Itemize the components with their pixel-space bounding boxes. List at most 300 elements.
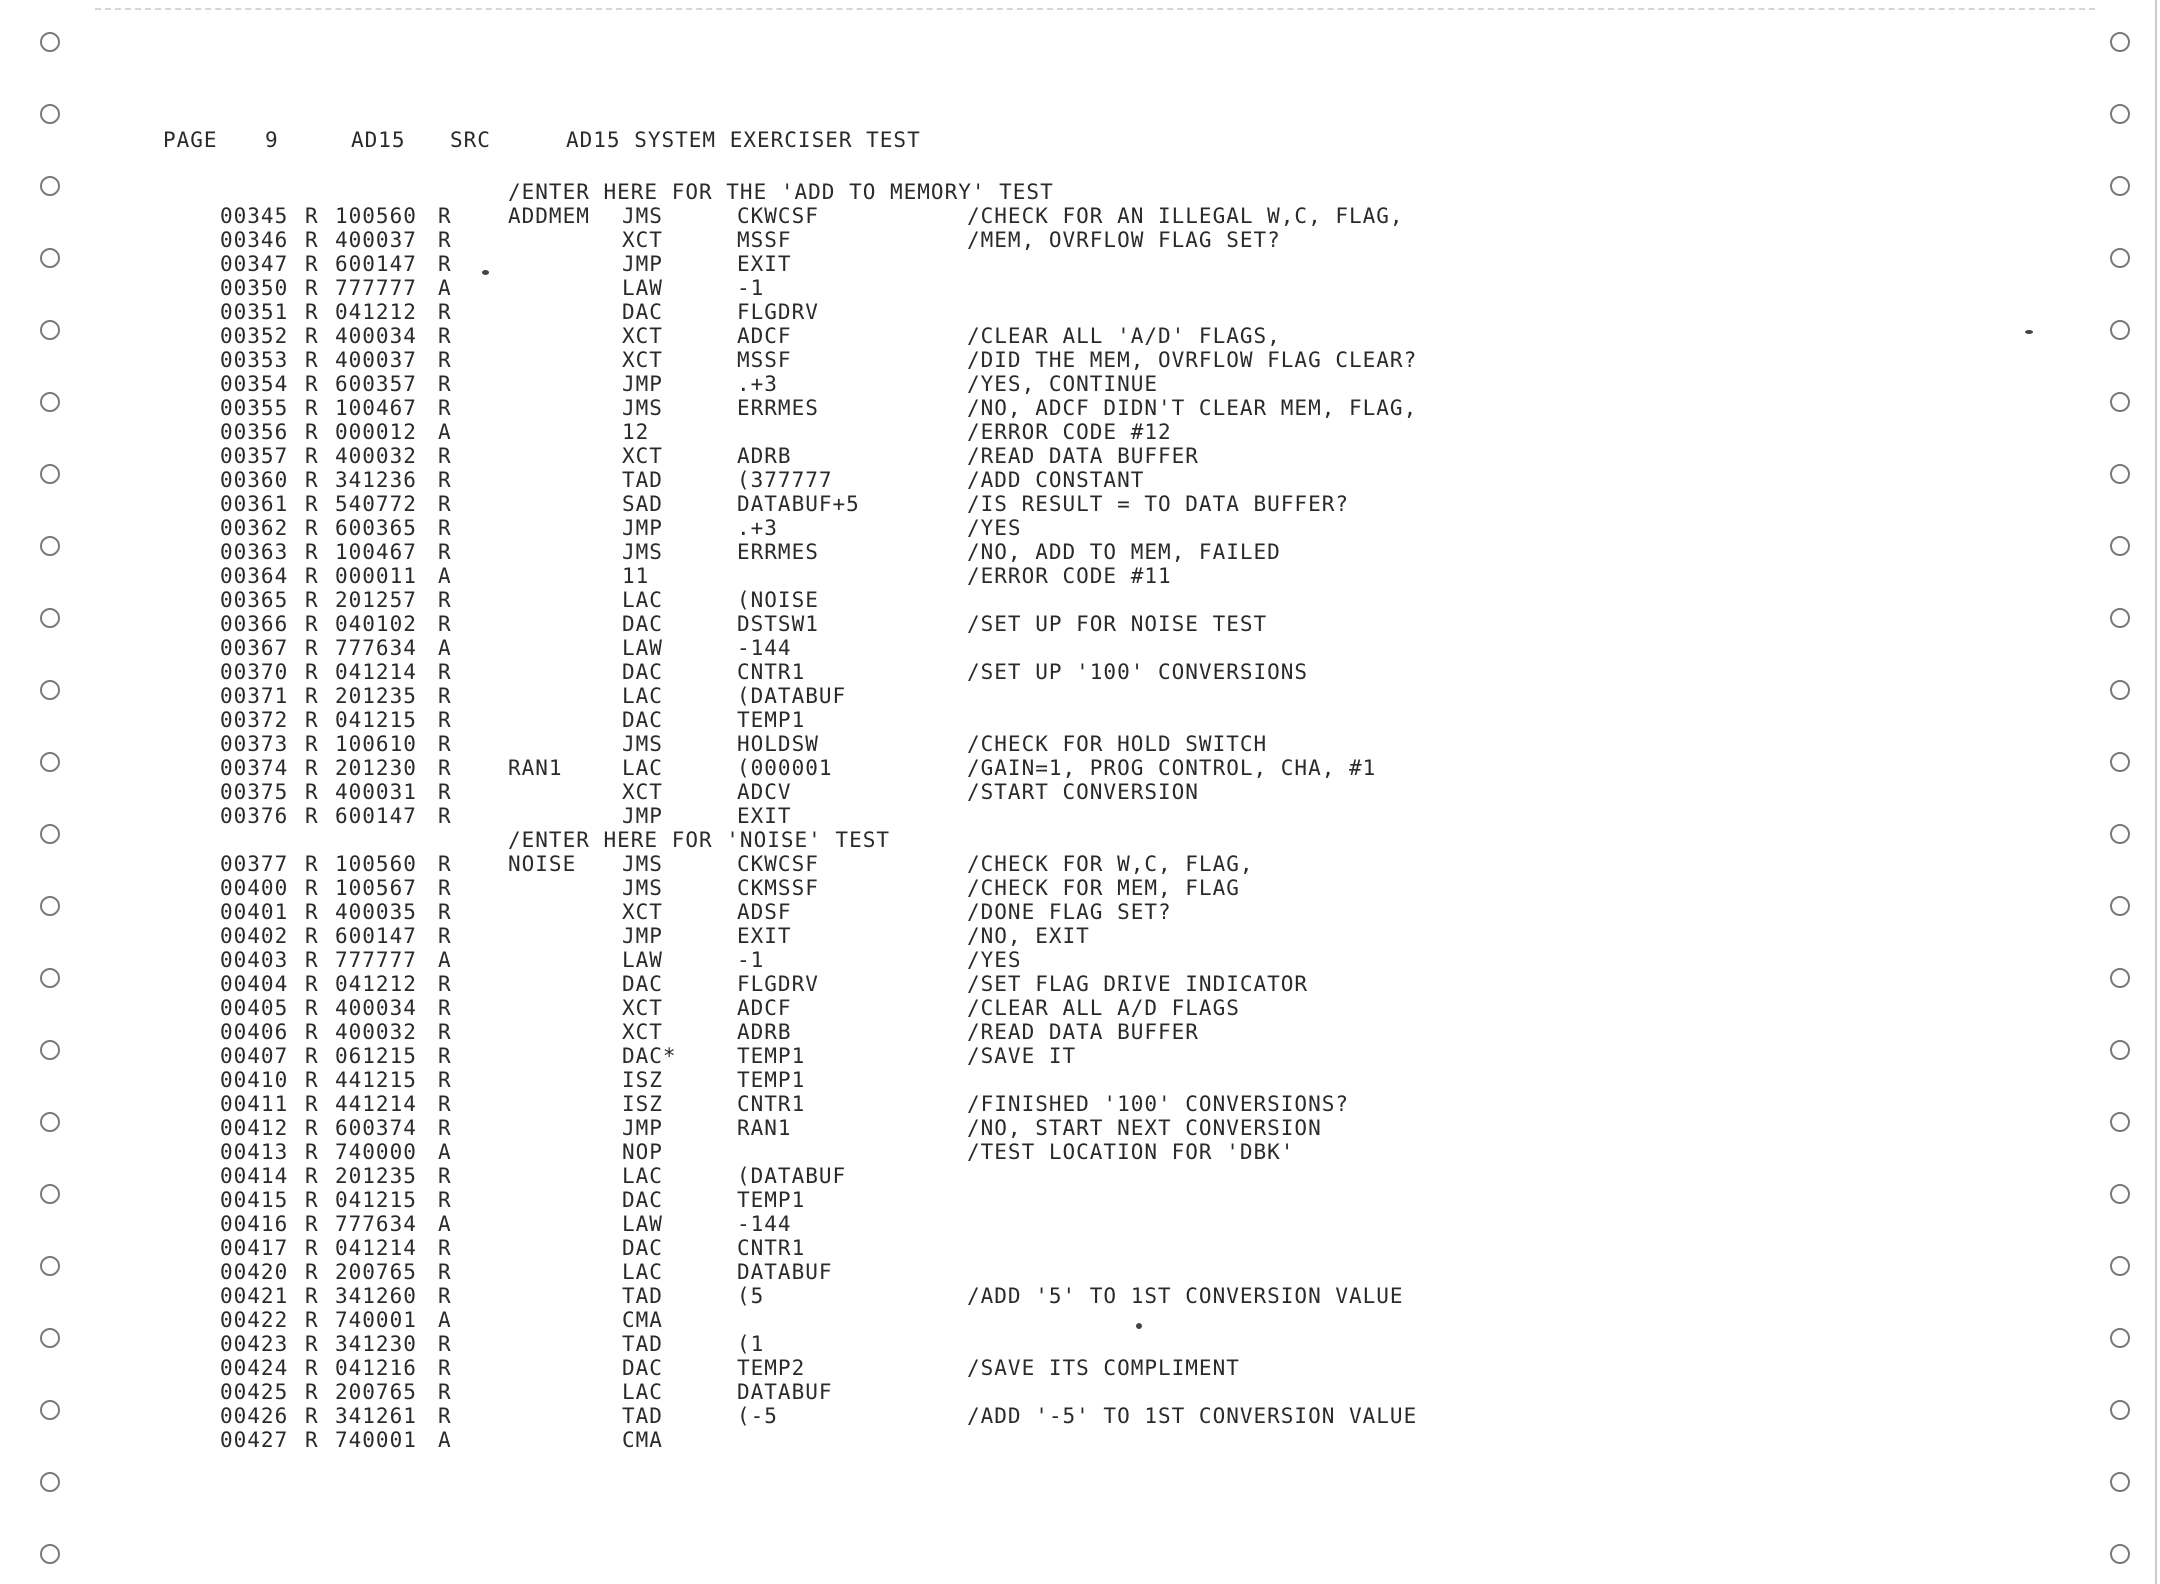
opcode: DAC <box>622 660 663 684</box>
operand: (000001 <box>737 756 833 780</box>
code-relocation-flag: A <box>438 420 452 444</box>
machine-code: 041215 <box>335 1188 417 1212</box>
listing-line <box>0 324 2140 348</box>
opcode: TAD <box>622 1332 663 1356</box>
machine-code: 400032 <box>335 1020 417 1044</box>
page-number: 9 <box>265 128 279 152</box>
line-comment: /SAVE ITS COMPLIMENT <box>967 1356 1240 1380</box>
operand: ERRMES <box>737 396 819 420</box>
machine-code: 400037 <box>335 228 417 252</box>
machine-code: 201235 <box>335 684 417 708</box>
machine-code: 041214 <box>335 660 417 684</box>
listing-line <box>0 1404 2140 1428</box>
relocation-flag: R <box>305 972 319 996</box>
line-address: 00424 <box>220 1356 289 1380</box>
perforation-hole <box>40 1544 60 1564</box>
line-address: 00422 <box>220 1308 289 1332</box>
operand: FLGDRV <box>737 972 819 996</box>
line-comment: /NO, ADCF DIDN'T CLEAR MEM, FLAG, <box>967 396 1418 420</box>
relocation-flag: R <box>305 564 319 588</box>
operand: DATABUF+5 <box>737 492 860 516</box>
opcode: LAW <box>622 636 663 660</box>
listing-line <box>0 252 2140 276</box>
line-address: 00374 <box>220 756 289 780</box>
machine-code: 201235 <box>335 1164 417 1188</box>
line-comment: /ERROR CODE #12 <box>967 420 1172 444</box>
opcode: XCT <box>622 900 663 924</box>
listing-line <box>0 444 2140 468</box>
line-comment: /FINISHED '100' CONVERSIONS? <box>967 1092 1350 1116</box>
code-relocation-flag: R <box>438 924 452 948</box>
code-relocation-flag: R <box>438 756 452 780</box>
machine-code: 100560 <box>335 204 417 228</box>
listing-line <box>0 684 2140 708</box>
line-address: 00355 <box>220 396 289 420</box>
machine-code: 040102 <box>335 612 417 636</box>
opcode: JMS <box>622 876 663 900</box>
machine-code: 100467 <box>335 396 417 420</box>
code-relocation-flag: A <box>438 948 452 972</box>
code-relocation-flag: R <box>438 1356 452 1380</box>
opcode: JMS <box>622 540 663 564</box>
operand: DATABUF <box>737 1380 833 1404</box>
line-comment: /DID THE MEM, OVRFLOW FLAG CLEAR? <box>967 348 1418 372</box>
code-relocation-flag: R <box>438 492 452 516</box>
line-address: 00401 <box>220 900 289 924</box>
machine-code: 600357 <box>335 372 417 396</box>
line-comment: /CLEAR ALL A/D FLAGS <box>967 996 1240 1020</box>
relocation-flag: R <box>305 444 319 468</box>
machine-code: 740001 <box>335 1308 417 1332</box>
opcode: ISZ <box>622 1068 663 1092</box>
line-comment: /NO, ADD TO MEM, FAILED <box>967 540 1281 564</box>
code-relocation-flag: R <box>438 660 452 684</box>
relocation-flag: R <box>305 588 319 612</box>
line-comment: /YES <box>967 516 1022 540</box>
machine-code: 100567 <box>335 876 417 900</box>
machine-code: 400034 <box>335 996 417 1020</box>
relocation-flag: R <box>305 492 319 516</box>
code-relocation-flag: R <box>438 1332 452 1356</box>
listing-line <box>0 228 2140 252</box>
relocation-flag: R <box>305 420 319 444</box>
line-address: 00347 <box>220 252 289 276</box>
machine-code: 341236 <box>335 468 417 492</box>
relocation-flag: R <box>305 1284 319 1308</box>
opcode: XCT <box>622 444 663 468</box>
listing-line <box>0 972 2140 996</box>
machine-code: 201257 <box>335 588 417 612</box>
operand: -1 <box>737 276 765 300</box>
machine-code: 400035 <box>335 900 417 924</box>
machine-code: 600147 <box>335 252 417 276</box>
line-address: 00363 <box>220 540 289 564</box>
code-relocation-flag: R <box>438 1068 452 1092</box>
listing-line <box>0 1068 2140 1092</box>
opcode: LAC <box>622 1260 663 1284</box>
relocation-flag: R <box>305 660 319 684</box>
opcode: DAC <box>622 972 663 996</box>
machine-code: 000011 <box>335 564 417 588</box>
machine-code: 777634 <box>335 1212 417 1236</box>
opcode: JMP <box>622 804 663 828</box>
machine-code: 777777 <box>335 948 417 972</box>
listing-line <box>0 1164 2140 1188</box>
listing-line <box>0 564 2140 588</box>
relocation-flag: R <box>305 1212 319 1236</box>
listing-line <box>0 660 2140 684</box>
code-relocation-flag: R <box>438 972 452 996</box>
opcode: XCT <box>622 348 663 372</box>
line-comment: /ADD '5' TO 1ST CONVERSION VALUE <box>967 1284 1404 1308</box>
machine-code: 041216 <box>335 1356 417 1380</box>
machine-code: 341230 <box>335 1332 417 1356</box>
line-address: 00411 <box>220 1092 289 1116</box>
line-address: 00352 <box>220 324 289 348</box>
code-relocation-flag: A <box>438 1212 452 1236</box>
perforation-hole <box>2110 32 2130 52</box>
line-address: 00427 <box>220 1428 289 1452</box>
line-comment: /CHECK FOR AN ILLEGAL W,C, FLAG, <box>967 204 1404 228</box>
listing-line <box>0 1212 2140 1236</box>
line-address: 00403 <box>220 948 289 972</box>
operand: RAN1 <box>737 1116 792 1140</box>
operand: -144 <box>737 1212 792 1236</box>
machine-code: 100560 <box>335 852 417 876</box>
line-address: 00345 <box>220 204 289 228</box>
listing-line <box>0 1380 2140 1404</box>
opcode: DAC <box>622 1236 663 1260</box>
line-comment: /CLEAR ALL 'A/D' FLAGS, <box>967 324 1281 348</box>
machine-code: 600147 <box>335 804 417 828</box>
relocation-flag: R <box>305 684 319 708</box>
opcode: 11 <box>622 564 650 588</box>
relocation-flag: R <box>305 1236 319 1260</box>
listing-line <box>0 1188 2140 1212</box>
listing-line <box>0 396 2140 420</box>
operand: (DATABUF <box>737 1164 847 1188</box>
line-address: 00420 <box>220 1260 289 1284</box>
line-comment: /ADD CONSTANT <box>967 468 1145 492</box>
machine-code: 600147 <box>335 924 417 948</box>
opcode: LAC <box>622 756 663 780</box>
relocation-flag: R <box>305 204 319 228</box>
line-comment: /START CONVERSION <box>967 780 1199 804</box>
relocation-flag: R <box>305 228 319 252</box>
line-address: 00402 <box>220 924 289 948</box>
line-address: 00426 <box>220 1404 289 1428</box>
line-address: 00425 <box>220 1380 289 1404</box>
opcode: XCT <box>622 780 663 804</box>
operand: (NOISE <box>737 588 819 612</box>
machine-code: 777777 <box>335 276 417 300</box>
listing-line <box>0 1356 2140 1380</box>
machine-code: 061215 <box>335 1044 417 1068</box>
line-address: 00407 <box>220 1044 289 1068</box>
opcode: LAW <box>622 1212 663 1236</box>
operand: ADRB <box>737 444 792 468</box>
opcode: TAD <box>622 1284 663 1308</box>
opcode: TAD <box>622 1404 663 1428</box>
section-comment: /ENTER HERE FOR THE 'ADD TO MEMORY' TEST <box>508 180 1054 204</box>
relocation-flag: R <box>305 924 319 948</box>
machine-code: 041212 <box>335 300 417 324</box>
listing-line <box>0 732 2140 756</box>
listing-line <box>0 996 2140 1020</box>
operand: (1 <box>737 1332 765 1356</box>
listing-line <box>0 276 2140 300</box>
line-comment: /ERROR CODE #11 <box>967 564 1172 588</box>
line-comment: /NO, START NEXT CONVERSION <box>967 1116 1322 1140</box>
page-label: PAGE <box>163 128 218 152</box>
section-comment: /ENTER HERE FOR 'NOISE' TEST <box>508 828 891 852</box>
operand: CKWCSF <box>737 852 819 876</box>
opcode: DAC <box>622 1356 663 1380</box>
opcode: DAC <box>622 612 663 636</box>
operand: FLGDRV <box>737 300 819 324</box>
listing-type: SRC <box>450 128 491 152</box>
machine-code: 740001 <box>335 1428 417 1452</box>
line-address: 00416 <box>220 1212 289 1236</box>
operand: TEMP1 <box>737 1068 806 1092</box>
paper-edge-line <box>2155 0 2157 1584</box>
opcode: JMP <box>622 372 663 396</box>
line-address: 00357 <box>220 444 289 468</box>
relocation-flag: R <box>305 1044 319 1068</box>
line-address: 00354 <box>220 372 289 396</box>
machine-code: 600365 <box>335 516 417 540</box>
line-comment: /YES <box>967 948 1022 972</box>
operand: DATABUF <box>737 1260 833 1284</box>
code-relocation-flag: R <box>438 468 452 492</box>
machine-code: 041214 <box>335 1236 417 1260</box>
listing-line <box>0 1116 2140 1140</box>
operand: EXIT <box>737 924 792 948</box>
code-relocation-flag: R <box>438 228 452 252</box>
opcode: XCT <box>622 1020 663 1044</box>
opcode: XCT <box>622 324 663 348</box>
operand: -1 <box>737 948 765 972</box>
operand: CKMSSF <box>737 876 819 900</box>
listing-line <box>0 300 2140 324</box>
code-relocation-flag: R <box>438 348 452 372</box>
code-relocation-flag: R <box>438 1020 452 1044</box>
section-comment-line <box>0 180 2140 204</box>
operand: ADCV <box>737 780 792 804</box>
code-relocation-flag: R <box>438 876 452 900</box>
machine-code: 441214 <box>335 1092 417 1116</box>
listing-line <box>0 780 2140 804</box>
relocation-flag: R <box>305 1380 319 1404</box>
line-address: 00362 <box>220 516 289 540</box>
operand: ERRMES <box>737 540 819 564</box>
relocation-flag: R <box>305 1404 319 1428</box>
listing-line <box>0 420 2140 444</box>
line-address: 00367 <box>220 636 289 660</box>
line-address: 00410 <box>220 1068 289 1092</box>
relocation-flag: R <box>305 276 319 300</box>
opcode: TAD <box>622 468 663 492</box>
relocation-flag: R <box>305 300 319 324</box>
line-address: 00377 <box>220 852 289 876</box>
listing-line <box>0 1284 2140 1308</box>
perforation-hole <box>40 1472 60 1492</box>
relocation-flag: R <box>305 252 319 276</box>
relocation-flag: R <box>305 900 319 924</box>
listing-line <box>0 756 2140 780</box>
machine-code: 200765 <box>335 1260 417 1284</box>
code-relocation-flag: R <box>438 540 452 564</box>
line-address: 00423 <box>220 1332 289 1356</box>
code-relocation-flag: R <box>438 372 452 396</box>
symbol-label: ADDMEM <box>508 204 590 228</box>
listing-line <box>0 612 2140 636</box>
stray-mark <box>2025 330 2033 334</box>
relocation-flag: R <box>305 876 319 900</box>
line-address: 00417 <box>220 1236 289 1260</box>
line-comment: /SAVE IT <box>967 1044 1077 1068</box>
code-relocation-flag: R <box>438 396 452 420</box>
opcode: DAC <box>622 300 663 324</box>
relocation-flag: R <box>305 1428 319 1452</box>
code-relocation-flag: A <box>438 1140 452 1164</box>
opcode: LAC <box>622 1164 663 1188</box>
line-address: 00356 <box>220 420 289 444</box>
line-address: 00413 <box>220 1140 289 1164</box>
relocation-flag: R <box>305 708 319 732</box>
listing-line <box>0 372 2140 396</box>
opcode: DAC* <box>622 1044 677 1068</box>
line-address: 00400 <box>220 876 289 900</box>
opcode: CMA <box>622 1308 663 1332</box>
machine-code: 341260 <box>335 1284 417 1308</box>
line-address: 00404 <box>220 972 289 996</box>
relocation-flag: R <box>305 348 319 372</box>
line-address: 00376 <box>220 804 289 828</box>
operand: TEMP1 <box>737 708 806 732</box>
machine-code: 400037 <box>335 348 417 372</box>
opcode: 12 <box>622 420 650 444</box>
listing-line <box>0 1092 2140 1116</box>
opcode: JMS <box>622 732 663 756</box>
code-relocation-flag: A <box>438 276 452 300</box>
machine-code: 100467 <box>335 540 417 564</box>
machine-code: 441215 <box>335 1068 417 1092</box>
listing-line <box>0 876 2140 900</box>
opcode: JMS <box>622 396 663 420</box>
listing-line <box>0 348 2140 372</box>
code-relocation-flag: R <box>438 1284 452 1308</box>
relocation-flag: R <box>305 1068 319 1092</box>
line-address: 00351 <box>220 300 289 324</box>
listing-line <box>0 1332 2140 1356</box>
operand: MSSF <box>737 348 792 372</box>
code-relocation-flag: R <box>438 708 452 732</box>
line-address: 00364 <box>220 564 289 588</box>
listing-line <box>0 516 2140 540</box>
opcode: LAW <box>622 276 663 300</box>
relocation-flag: R <box>305 324 319 348</box>
document-title: AD15 SYSTEM EXERCISER TEST <box>566 128 921 152</box>
relocation-flag: R <box>305 1116 319 1140</box>
code-relocation-flag: A <box>438 1428 452 1452</box>
operand: TEMP1 <box>737 1044 806 1068</box>
code-relocation-flag: R <box>438 588 452 612</box>
operand: TEMP1 <box>737 1188 806 1212</box>
line-comment: /SET UP '100' CONVERSIONS <box>967 660 1309 684</box>
code-relocation-flag: R <box>438 1092 452 1116</box>
code-relocation-flag: R <box>438 324 452 348</box>
relocation-flag: R <box>305 852 319 876</box>
opcode: JMP <box>622 1116 663 1140</box>
machine-code: 740000 <box>335 1140 417 1164</box>
code-relocation-flag: R <box>438 204 452 228</box>
relocation-flag: R <box>305 1140 319 1164</box>
code-relocation-flag: R <box>438 852 452 876</box>
relocation-flag: R <box>305 1164 319 1188</box>
code-relocation-flag: R <box>438 252 452 276</box>
opcode: NOP <box>622 1140 663 1164</box>
relocation-flag: R <box>305 372 319 396</box>
listing-line <box>0 708 2140 732</box>
code-relocation-flag: R <box>438 1044 452 1068</box>
listing-line <box>0 948 2140 972</box>
relocation-flag: R <box>305 1260 319 1284</box>
perforation-hole <box>2110 1472 2130 1492</box>
code-relocation-flag: R <box>438 1380 452 1404</box>
operand: .+3 <box>737 516 778 540</box>
code-relocation-flag: R <box>438 996 452 1020</box>
line-comment: /YES, CONTINUE <box>967 372 1159 396</box>
operand: ADCF <box>737 324 792 348</box>
operand: (5 <box>737 1284 765 1308</box>
line-comment: /CHECK FOR MEM, FLAG <box>967 876 1240 900</box>
listing-line <box>0 588 2140 612</box>
operand: ADRB <box>737 1020 792 1044</box>
relocation-flag: R <box>305 1188 319 1212</box>
line-comment: /READ DATA BUFFER <box>967 444 1199 468</box>
listing-line <box>0 540 2140 564</box>
machine-code: 200765 <box>335 1380 417 1404</box>
opcode: XCT <box>622 228 663 252</box>
machine-code: 201230 <box>335 756 417 780</box>
relocation-flag: R <box>305 612 319 636</box>
line-address: 00371 <box>220 684 289 708</box>
operand: (DATABUF <box>737 684 847 708</box>
code-relocation-flag: R <box>438 684 452 708</box>
machine-code: 041212 <box>335 972 417 996</box>
perforation-hole <box>40 104 60 124</box>
relocation-flag: R <box>305 1092 319 1116</box>
line-comment: /TEST LOCATION FOR 'DBK' <box>967 1140 1295 1164</box>
listing-line <box>0 1020 2140 1044</box>
listing-line <box>0 900 2140 924</box>
relocation-flag: R <box>305 540 319 564</box>
opcode: LAC <box>622 684 663 708</box>
listing-line <box>0 468 2140 492</box>
machine-code: 341261 <box>335 1404 417 1428</box>
symbol-label: NOISE <box>508 852 577 876</box>
relocation-flag: R <box>305 948 319 972</box>
machine-code: 777634 <box>335 636 417 660</box>
relocation-flag: R <box>305 1308 319 1332</box>
operand: CNTR1 <box>737 1236 806 1260</box>
operand: -144 <box>737 636 792 660</box>
line-address: 00346 <box>220 228 289 252</box>
code-relocation-flag: A <box>438 636 452 660</box>
stray-mark <box>1136 1323 1142 1329</box>
operand: (-5 <box>737 1404 778 1428</box>
